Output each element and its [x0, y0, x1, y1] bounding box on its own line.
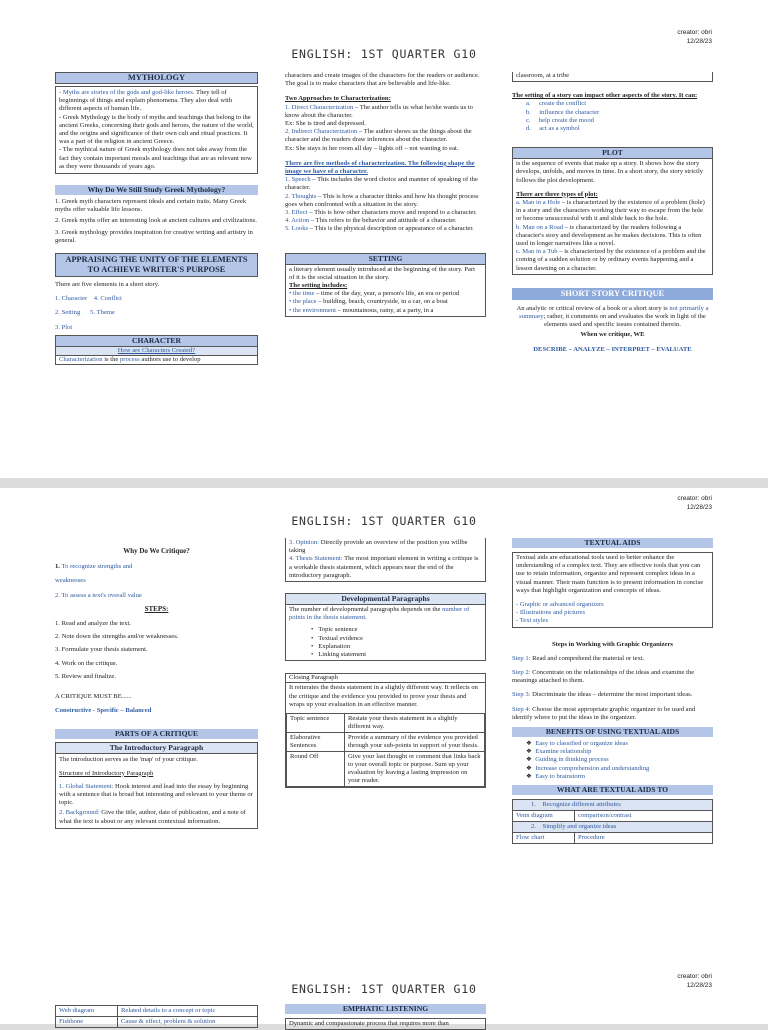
diamond-bullet-icon: ❖ — [526, 748, 532, 756]
column-1 — [55, 547, 258, 829]
why-study-list — [55, 198, 258, 245]
global-statement — [59, 783, 254, 808]
process-term: process — [119, 356, 140, 364]
item-text: Examine relationship — [535, 748, 592, 756]
character-heading: CHARACTER — [56, 336, 257, 347]
item-text: To recognize strengths and — [61, 563, 133, 571]
background-term: 2. Background: — [59, 809, 100, 817]
list-item: 2. Note down the strengths and/or weaknesses. — [55, 633, 179, 641]
graphic-step-2 — [512, 669, 713, 685]
step-label: Step 2: — [512, 669, 531, 677]
column-2 — [285, 72, 486, 317]
indirect-characterization — [285, 128, 486, 144]
text-fragment: authors use to develop — [139, 356, 201, 364]
list-item: - Graphic or advanced organizers — [516, 601, 604, 609]
aids-table — [512, 799, 713, 844]
table-row — [513, 811, 713, 822]
list-item: 1. Greek myth characters represent ideals and certain traits. Many Greek myths offer valuable life lessons. — [55, 198, 247, 214]
action-term: 4. Action — [285, 217, 310, 225]
elements-row: 2. Setting 5. Theme — [55, 309, 115, 317]
setting-continued-box — [512, 72, 713, 82]
table-cell: Related details to a concept or topic — [118, 1006, 258, 1017]
diamond-bullet-icon: ❖ — [526, 764, 532, 772]
intro-def: The introduction serves as the 'map' of your critique. — [59, 756, 198, 764]
thesis-rest: The most important element in writing a critique is a workable thesis statement, which appears near the end of the introductory paragraph. — [289, 555, 479, 579]
mythical-nature-text: - The mythical nature of Greek mythology does not take away from the fact they contain important morals and teachings that are as relevant now as they were thousands of years ago. — [59, 146, 252, 170]
list-item — [526, 748, 713, 756]
setting-box — [285, 253, 486, 317]
method-looks — [285, 225, 486, 233]
myths-definition — [59, 89, 254, 114]
list-item: a. create the conflict — [526, 100, 587, 108]
developmental-heading: Developmental Paragraphs — [286, 594, 485, 605]
plot-body — [513, 159, 712, 274]
creator-label: creator: obri — [677, 973, 712, 980]
list-item — [526, 773, 713, 781]
item-text: Textual evidence — [318, 634, 364, 642]
impact-list — [512, 100, 713, 133]
thesis-term: 4. Thesis Statement: — [289, 555, 343, 563]
characterization-term: Characterization — [59, 356, 103, 364]
character-box — [55, 335, 258, 365]
textual-aids-box — [512, 552, 713, 628]
table-cell: Flow chart — [513, 833, 575, 844]
step-text: Discriminate the ideas – determine the most important ideas. — [530, 691, 693, 699]
list-item — [526, 765, 713, 773]
table-cell: Venn diagram — [513, 811, 575, 822]
intro-paragraph-box — [55, 742, 258, 828]
diamond-bullet-icon: ❖ — [526, 756, 532, 764]
method-action — [285, 217, 486, 225]
opinion-term: 3. Opinion: — [289, 539, 320, 546]
two-approaches-heading: Two Approaches to Characterization: — [285, 95, 391, 103]
plot-a-term: a. Man in a Hole — [516, 199, 561, 207]
item-text: Explanation — [318, 642, 351, 650]
example-2: Ex: She stays in her room all day – lights off – not wanting to eat. — [285, 144, 459, 152]
textual-aids-def: Textual aids are educational tools used to better enhance the understanding of a complex text. They are effective tools that you can use to retain information, organize and represent complex ideas in a visual manner. Their main function is to present information in concise ways that highlight organization and concepts of ideas. — [516, 554, 704, 594]
what-aids-heading: WHAT ARE TEXTUAL AIDS TO — [512, 785, 713, 795]
setting-environment — [289, 307, 482, 315]
item-text: Easy to classified or organize ideas — [535, 740, 628, 748]
item-text: Increase comprehension and understanding — [535, 764, 650, 772]
plot-a-rest: – is characterized by the existence of a problem (hole) in a story and the characters working their way to escape from the hole or become unsuccessful with it and slide back to the hole. — [516, 199, 705, 223]
elements-intro: There are five elements in a short story. — [55, 281, 160, 289]
plot-c-term: c. Man in a Tub — [516, 248, 558, 256]
date-label: 12/28/23 — [686, 982, 712, 989]
list-item: 5. Review and finalize. — [55, 672, 116, 680]
opinion — [289, 539, 482, 555]
setting-body — [286, 265, 485, 316]
item-text: Guiding in thinking process — [535, 756, 609, 764]
column-2 — [285, 1004, 486, 1030]
time-term: • the time — [289, 290, 315, 298]
elements-list — [55, 281, 258, 332]
list-item: 1. Read and analyze the text. — [55, 620, 131, 628]
plot-types-heading: There are three types of plot: — [516, 190, 598, 198]
developmental-def — [289, 606, 482, 622]
closing-box — [285, 673, 486, 788]
graphic-step-4 — [512, 706, 713, 722]
graphic-organizer-steps-heading: Steps in Working with Graphic Organizers — [552, 640, 673, 648]
table-row — [513, 800, 713, 811]
list-item: 4. Work on the critique. — [55, 659, 118, 667]
why-study-heading: Why Do We Still Study Greek Mythology? — [55, 185, 258, 195]
list-item: d. act as a symbol — [526, 125, 580, 133]
creator-block — [677, 494, 712, 512]
global-rest: Hook interest and lead into the essay by beginning with a sentence that is broad but interesting and relevant to your theme or topic. — [59, 782, 253, 807]
emphatic-text: Dynamic and compassionate process that requires more than — [285, 1018, 486, 1030]
page-2 — [0, 488, 768, 966]
place-term: • the place — [289, 298, 317, 306]
list-item: 3. Greek mythology provides inspiration for creative writing and artistry in general. — [55, 228, 253, 244]
column-1 — [55, 72, 258, 365]
table-cell: Procedure — [575, 833, 713, 844]
critique-not-summary: not primarily a summary — [519, 304, 709, 321]
intro-paragraph-body — [56, 754, 257, 827]
parts-heading: PARTS OF A CRITIQUE — [55, 729, 258, 739]
closing-table — [286, 713, 485, 787]
method-speech — [285, 176, 486, 192]
list-item: 2. Greek myths offer an interesting look at ancient cultures and civilizations. — [55, 217, 257, 225]
date-label: 12/28/23 — [686, 38, 712, 45]
looks-term: 5. Looks — [285, 225, 309, 233]
setting-includes: The setting includes: — [289, 282, 348, 290]
why-critique-item-1 — [55, 563, 258, 571]
looks-rest: – This is the physical description or appearance of a character. — [308, 225, 474, 233]
plot-type-b — [516, 224, 709, 249]
page-title: ENGLISH: 1ST QUARTER G10 — [291, 514, 477, 528]
indirect-rest: – The author shows us the things about the character and the readers draw inferences about the character. — [285, 128, 472, 144]
plot-type-c — [516, 248, 709, 273]
thesis — [289, 555, 482, 580]
item-number: 1. — [55, 563, 62, 571]
plot-type-a — [516, 199, 709, 224]
list-item — [526, 756, 713, 764]
table-cell: Fishbone — [56, 1017, 118, 1028]
step-label: Step 3: — [512, 691, 531, 699]
setting-def: a literary element usually introduced at the beginning of the story. Part of it is the social situation in the story. — [289, 265, 475, 281]
speech-rest: – This includes the word choice and manner of speaking of the character. — [285, 176, 478, 192]
critique-def — [512, 305, 713, 330]
column-1 — [55, 1005, 258, 1028]
benefits-heading: BENEFITS OF USING TEXTUAL AIDS — [512, 727, 713, 737]
step-text: Read and comprehend the material or text. — [530, 654, 645, 662]
time-rest: – time of the day, year, a person's life, an era or period — [314, 290, 460, 298]
action-rest: – This refers to the behavior and attitude of a character. — [309, 217, 457, 225]
dev-def-a: The number of developmental paragraphs depends on the — [289, 606, 443, 614]
why-critique-heading: Why Do We Critique? — [123, 547, 190, 555]
closing-def: It reiterates the thesis statement in a slightly different way. It reflects on the critique and the evidence you provided to prove your thesis and wraps up your evaluation in an effective manner. — [289, 684, 478, 708]
plot-b-term: b. Man on a Road — [516, 223, 564, 231]
table-cell: Elaborative Sentences — [287, 733, 345, 752]
effect-rest: – This is how other characters move and respond to a character. — [307, 209, 477, 217]
critique-verbs: DESCRIBE – ANALYZE – INTERPRET – EVALUATE — [533, 345, 692, 353]
table-cell: comparison/contrast — [575, 811, 713, 822]
benefits-list — [512, 740, 713, 781]
table-row — [513, 822, 713, 833]
thoughts-rest: – This is how a character thinks and how his thought process goes when confronted with a situation in the story. — [285, 192, 479, 208]
organizer-table — [55, 1005, 258, 1028]
opinion-rest: Directly provide an overview of the position you willbe taking — [289, 539, 468, 555]
direct-characterization — [285, 104, 486, 120]
setting-time — [289, 290, 482, 298]
myths-term: - Myths are stories of the gods and god-like heroes. — [59, 89, 195, 96]
critique-def-b: ; rather, it comments on and evaluates the work in light of the elements used and specific issues contained therein. — [543, 313, 706, 329]
direct-rest: – The author tells us what he/she wants us to know about the character. — [285, 103, 473, 119]
method-effect — [285, 209, 486, 217]
table-row — [287, 733, 485, 752]
setting-place — [289, 298, 482, 306]
elements-row: 1. Character 4. Conflict — [55, 295, 123, 303]
critique-must-label: A CRITIQUE MUST BE...... — [55, 693, 132, 701]
speech-term: 1. Speech — [285, 176, 311, 184]
steps-list — [55, 620, 258, 681]
greek-mythology-text: - Greek Mythology is the body of myths and teachings that belong to the ancient Greeks, concerning their gods and heroes, the nature of the world, and the origins and significance of their own cult and ritual practices. It was a part of the religion in ancient Greece. — [59, 113, 254, 146]
textual-aids-list — [516, 601, 709, 626]
plot-heading: PLOT — [513, 148, 712, 159]
impact-heading: The setting of a story can impact other aspects of the story. It can: — [512, 92, 698, 100]
step-text: Choose the most appropriate graphic organizer to be used and identify where to put the ideas in the organizer. — [512, 705, 696, 721]
closing-heading: Closing Paragraph — [286, 674, 485, 683]
thoughts-term: 2. Thoughts — [285, 192, 317, 200]
date-label: 12/28/23 — [686, 504, 712, 511]
table-cell: Restate your thesis statement in a slightly different way. — [345, 714, 485, 733]
diamond-bullet-icon: ❖ — [526, 740, 532, 748]
creator-block — [677, 28, 712, 46]
place-rest: – building, beach, countryside, in a car, on a boat — [316, 298, 448, 306]
page-1 — [0, 0, 768, 478]
background — [59, 809, 254, 825]
emphatic-listening-heading: EMPHATIC LISTENING — [285, 1004, 486, 1014]
list-item: 3. Formulate your thesis statement. — [55, 646, 148, 654]
developmental-box — [285, 593, 486, 661]
page-title: ENGLISH: 1ST QUARTER G10 — [291, 47, 477, 61]
structure-heading: Structure of Introductory Paragraph — [59, 769, 154, 777]
graphic-step-3 — [512, 691, 713, 699]
env-term: • the environment — [289, 306, 336, 314]
mythology-box — [55, 86, 258, 174]
list-item: - Illustrations and pictures — [516, 609, 586, 617]
dev-def-b: number of points in the thesis statement. — [289, 606, 470, 622]
plot-box — [512, 147, 713, 275]
method-thoughts — [285, 193, 486, 209]
example-1: Ex: She is tired and depressed. — [285, 120, 366, 128]
text-fragment: is the — [102, 356, 120, 364]
indirect-term: 2. Indirect Characterization — [285, 128, 358, 136]
column-2 — [285, 538, 486, 788]
table-cell: Round Off — [287, 752, 345, 787]
textual-aids-heading: TEXTUAL AIDS — [512, 538, 713, 548]
list-item: b. influence the character — [526, 108, 600, 116]
list-item: • Linking statement — [311, 651, 367, 659]
item-text: weaknesses — [55, 577, 86, 585]
table-row — [287, 752, 485, 787]
setting-continued: classroom, at a tribe — [516, 72, 570, 79]
plot-b-rest: – is characterized by the readers following a character's story and development as he makes decisions. This is often used in longer narratives like a novel. — [516, 223, 702, 248]
plot-c-rest: – is characterized by the existence of a problem and the coming of a sudden solution or by ordinary events happening and a lesson dawning on a character. — [516, 248, 706, 272]
list-item: c. help create the mood — [526, 116, 594, 124]
critique-when: When we critique, WE — [580, 331, 645, 339]
creator-label: creator: obri — [677, 29, 712, 36]
elements-row: 3. Plot — [55, 323, 73, 331]
effect-term: 3. Effect — [285, 209, 308, 217]
list-item: - Text styles — [516, 617, 549, 625]
diamond-bullet-icon: ❖ — [526, 772, 532, 780]
plot-def: is the sequence of events that make up a story. It shows how the story develops, unfolds, and moves in time. In a short story, the story strictly follows the plot development. — [516, 160, 704, 184]
critique-def-a: An analytic or critical review of a book or a short story is — [516, 304, 670, 312]
table-cell: Cause & effect, problem & solution — [118, 1017, 258, 1028]
table-cell: 1. Recognize different attributes — [513, 800, 713, 811]
table-row — [56, 1006, 258, 1017]
mythology-heading: MYTHOLOGY — [55, 72, 258, 84]
characterization-def — [56, 356, 257, 364]
item-text: Topic sentence — [318, 626, 358, 634]
table-cell: 2. Simplify and organize ideas — [513, 822, 713, 833]
column-3 — [512, 538, 713, 844]
table-row — [287, 714, 485, 733]
page-3 — [0, 966, 768, 1027]
table-row — [56, 1017, 258, 1028]
intro-continued-box — [285, 538, 486, 582]
list-item: • Textual evidence — [311, 634, 364, 642]
table-cell: Provide a summary of the evidence you provided through your sub-points in support of your thesis. — [345, 733, 485, 752]
characters-continued: characters and create images of the characters for the readers or audience. The goal is to make characters that are believable and life-like. — [285, 72, 480, 88]
table-row — [513, 833, 713, 844]
step-label: Step 1: — [512, 654, 531, 662]
table-cell: Give your last thought or comment that links back to your overall topic or purpose. Sum up your evaluation by leaving a lasting impression on your reader. — [345, 752, 485, 787]
column-3 — [512, 72, 713, 354]
item-text: Linking statement — [318, 651, 367, 659]
background-rest: Give the title, author, date of publication, and a note of what the text is about or any relevant contextual information. — [59, 809, 246, 825]
setting-heading: SETTING — [286, 254, 485, 265]
short-story-critique-heading: SHORT STORY CRITIQUE — [512, 288, 713, 300]
list-item: • Explanation — [311, 642, 351, 650]
step-text: Concentrate on the relationships of the ideas and examine the meanings attached to them. — [512, 669, 695, 685]
intro-paragraph-heading: The Introductory Paragraph — [56, 743, 257, 754]
steps-heading: STEPS: — [144, 604, 169, 613]
five-methods-heading: There are five methods of characterization. The following shape the image we have of a character. — [285, 159, 475, 176]
appraising-heading: APPRAISING THE UNITY OF THE ELEMENTS TO ACHIEVE WRITER'S PURPOSE — [55, 253, 258, 277]
direct-term: 1. Direct Characterization — [285, 103, 354, 111]
developmental-body — [286, 605, 485, 660]
critique-must-value: Constructive - Specific – Balanced — [55, 707, 152, 715]
list-item — [526, 740, 713, 748]
table-cell: Topic sentence — [287, 714, 345, 733]
developmental-list — [289, 626, 482, 659]
why-critique-item-2: 2. To assess a text's overall value — [55, 591, 142, 599]
page-title: ENGLISH: 1ST QUARTER G10 — [291, 982, 477, 996]
myths-rest: They tell of beginnings of things and explain phenomena. They also deal with different aspects of human life. — [59, 89, 233, 113]
graphic-step-1 — [512, 655, 713, 663]
env-rest: – mountainous, rainy, at a party, in a — [336, 306, 434, 314]
list-item: • Topic sentence — [311, 626, 358, 634]
table-cell: Web diagram — [56, 1006, 118, 1017]
creator-label: creator: obri — [677, 495, 712, 502]
item-text: Easy to brainstorm — [535, 772, 586, 780]
global-term: 1. Global Statement: — [59, 782, 114, 790]
step-label: Step 4: — [512, 705, 531, 713]
character-subheading: How are Characters Created? — [56, 347, 257, 356]
